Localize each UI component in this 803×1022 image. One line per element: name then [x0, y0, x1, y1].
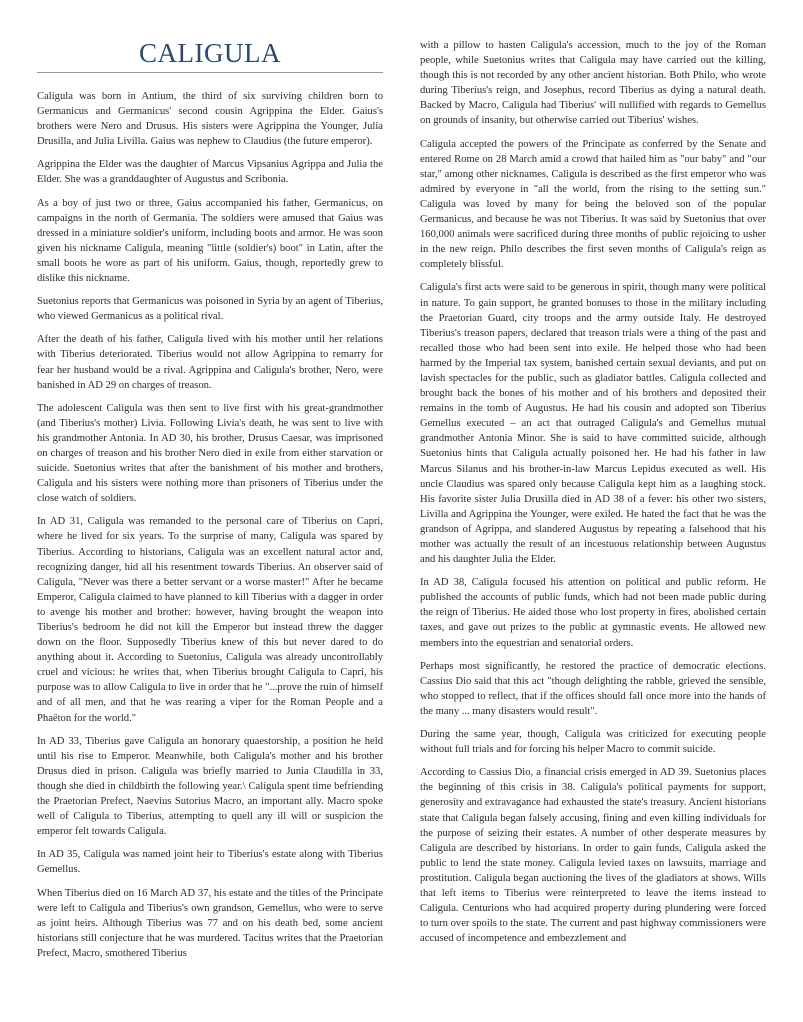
- body-paragraph: The adolescent Caligula was then sent to live first with his great-grandmother (and Tiberius's mother) Livia. Following Livia's death, he was sent to live with his grandmother Antonia. In AD 30, his brother, Drusus Caesar, was imprisoned on charges of treason and his brother Nero died in exile from either starvation or suicide. Suetonius writes that after the banishment of his mother and brothers, Caligula and his sisters were nothing more than prisoners of Tiberius under the close watch of soldiers.: [37, 402, 383, 505]
- left-column: [37, 0, 383, 969]
- body-paragraph: In AD 35, Caligula was named joint heir to Tiberius's estate along with Tiberius Gemellus.: [37, 849, 383, 876]
- page-title: CALIGULA: [139, 38, 281, 68]
- body-paragraph: Agrippina the Elder was the daughter of Marcus Vipsanius Agrippa and Julia the Elder. She was a granddaughter of Augustus and Scribonia.: [37, 159, 383, 186]
- title-divider: [37, 72, 383, 73]
- body-paragraph: When Tiberius died on 16 March AD 37, his estate and the titles of the Principate were left to Caligula and Tiberius's own grandson, Gemellus, who were to serve as joint heirs. Although Tiberius was 77 and on his death bed, some ancient historians still conjecture that he was murdered. Tacitus writes that the Praetorian Prefect, Macro, smothered Tiberius: [37, 887, 383, 959]
- body-paragraph: Caligula's first acts were said to be generous in spirit, though many were political in nature. To gain support, he granted bonuses to those in the military including the Praetorian Guard, city troops and the army outside Italy. He destroyed Tiberius's treason papers, declared that treason trials were a thing of the past and recalled those who had been sent into exile. He helped those who had been harmed by the Imperial tax system, banished certain sexual deviants, and put on lavish spectacles for the public, such as gladiator battles. Caligula collected and brought back the bones of his mother and of his brothers and deposited their remains in the tomb of Augustus. He had his cousin and adopted son Tiberius Gemellus executed – an act that outraged Caligula's and Gemellus mutual grandmother Antonia Minor. She is said to have committed suicide, although Suetonius hints that Caligula actually poisoned her. He had his father in law Marcus Silanus and his brother-in-law Marcus Lepidus executed as well. His uncle Claudius was spared only because Caligula kept him as a laughing stock. His favorite sister Julia Drusilla died in AD 38 of a fever: his other two sisters, Livilla and Agrippina the Younger, were exiled. He hated the fact that he was the grandson of Agrippa, and slandered Augustus by repeating a falsehood that his mother was actually the result of an incestuous relationship between Augustus and his daughter Julia the Elder.: [420, 282, 766, 566]
- body-paragraph: Suetonius reports that Germanicus was poisoned in Syria by an agent of Tiberius, who viewed Germanicus as a political rival.: [37, 296, 383, 323]
- body-paragraph: After the death of his father, Caligula lived with his mother until her relations with Tiberius deteriorated. Tiberius would not allow Agrippina to remarry for fear her husband would be a rival. Agrippina and Caligula's brother, Nero, were banished in AD 29 on charges of treason.: [37, 334, 383, 391]
- body-paragraph: During the same year, though, Caligula was criticized for executing people without full trials and for forcing his helper Macro to commit suicide.: [420, 729, 766, 756]
- right-column: [420, 0, 766, 954]
- body-paragraph: As a boy of just two or three, Gaius accompanied his father, Germanicus, on campaigns in the north of Germania. The soldiers were amused that Gaius was dressed in a miniature soldier's uniform, including boots and armor. He was soon given his nickname Caligula, meaning "little (soldier's) boot" in Latin, after the small boots he wore as part of his uniform. Gaius, though, reportedly grew to dislike this nickname.: [37, 197, 383, 285]
- body-paragraph: According to Cassius Dio, a financial crisis emerged in AD 39. Suetonius places the beginning of this crisis in 38. Caligula's political payments for support, generosity and extravagance had exhausted the state's treasury. Ancient historians state that Caligula began falsely accusing, fining and even killing individuals for the purpose of seizing their estates. A number of other desperate measures by Caligula are described by historians. In order to gain funds, Caligula asked the public to lend the state money. Caligula levied taxes on lawsuits, marriage and prostitution. Caligula began auctioning the lives of the gladiators at shows. Wills that left items to Tiberius were reinterpreted to leave the items instead to Caligula. Centurions who had acquired property during plundering were forced to turn over spoils to the state. The current and past highway commissioners were accused of incompetence and embezzlement and: [420, 767, 766, 945]
- body-paragraph: Perhaps most significantly, he restored the practice of democratic elections. Cassius Dio said that this act "though delighting the rabble, grieved the sensible, who stopped to reflect, that if the offices should fall once more into the hands of the many ... many disasters would result".: [420, 660, 766, 717]
- body-paragraph: In AD 33, Tiberius gave Caligula an honorary quaestorship, a position he held until his rise to Emperor. Meanwhile, both Caligula's mother and his brother Drusus died in prison. Caligula was briefly married to Junia Claudilla in 33, though she died in childbirth the following year.\ Caligula spent time befriending the Praetorian Prefect, Naevius Sutorius Macro, an important ally. Macro spoke well of Caligula to Tiberius, attempting to quell any ill will or suspicion the emperor felt towards Caligula.: [37, 735, 383, 838]
- body-paragraph: Caligula accepted the powers of the Principate as conferred by the Senate and entered Rome on 28 March amid a crowd that hailed him as "our baby" and "our star," among other nicknames. Caligula is described as the first emperor who was admired by everyone in "all the world, from the rising to the setting sun." Caligula was loved by many for being the beloved son of the popular Germanicus, and because he was not Tiberius. It was said by Suetonius that over 160,000 animals were sacrificed during three months of public rejoicing to usher in the new reign. Philo describes the first seven months of Caligula's reign as completely blissful.: [420, 138, 766, 271]
- body-paragraph: with a pillow to hasten Caligula's accession, much to the joy of the Roman people, while Suetonius writes that Caligula may have carried out the killing, though this is not recorded by any other ancient historian. Both Philo, who wrote during Tiberius's reign, and Josephus, record Tiberius as dying a natural death. Backed by Macro, Caligula had Tiberius' will nullified with regards to Gemellus on grounds of insanity, but otherwise carried out Tiberius' wishes.: [420, 40, 766, 127]
- body-paragraph: In AD 31, Caligula was remanded to the personal care of Tiberius on Capri, where he lived for six years. To the surprise of many, Caligula was spared by Tiberius. According to historians, Caligula was an excellent natural actor and, recognizing danger, hid all his resentment towards Tiberius. An observer said of Caligula, "Never was there a better servant or a worse master!" After he became Emperor, Caligula claimed to have planned to kill Tiberius with a dagger in order to avenge his mother and brother: however, having brought the weapon into Tiberius's bedroom he did not kill the Emperor but instead threw the dagger down on the floor. Supposedly Tiberius knew of this but never dared to do anything about it. According to Suetonius, Caligula was already uncontrollably cruel and vicious: he writes that, when Tiberius brought Caligula to Capri, his purpose was to allow Caligula to live in order that he "...prove the ruin of himself and of all men, and that he was rearing a viper for the Roman People and a Phaëton for the world.": [37, 516, 383, 724]
- body-paragraph: In AD 38, Caligula focused his attention on political and public reform. He published the accounts of public funds, which had not been made public during the reign of Tiberius. He aided those who lost property in fires, abolished certain taxes, and gave out prizes to the public at gymnastic events. He allowed new members into the equestrian and senatorial orders.: [420, 577, 766, 649]
- body-paragraph: Caligula was born in Antium, the third of six surviving children born to Germanicus and Germanicus' second cousin Agrippina the Elder. Gaius's brothers were Nero and Drusus. His sisters were Agrippina the Younger, Julia Drusilla, and Julia Livilla. Gaius was nephew to Claudius (the future emperor).: [37, 91, 383, 148]
